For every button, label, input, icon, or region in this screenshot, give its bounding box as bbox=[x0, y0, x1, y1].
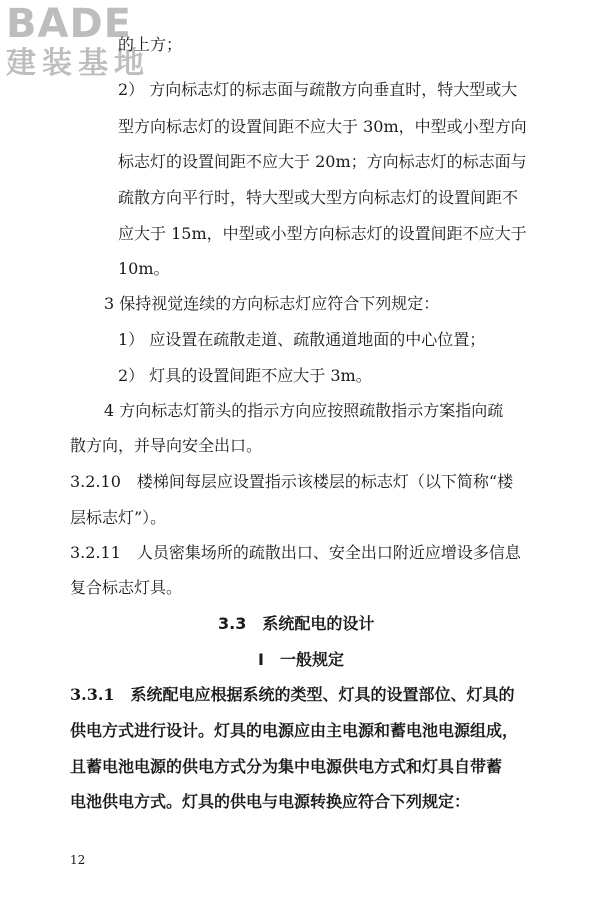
text-line: 且蓄电池电源的供电方式分为集中电源供电方式和灯具自带蓄 bbox=[70, 757, 503, 776]
text-line: 复合标志灯具。 bbox=[70, 578, 183, 597]
subsection-title: Ⅰ 一般规定 bbox=[258, 650, 344, 669]
page-number: 12 bbox=[70, 853, 86, 867]
watermark-subtitle: 建装基地 bbox=[6, 46, 150, 81]
text-line: 2） 方向标志灯的标志面与疏散方向垂直时，特大型或大 bbox=[118, 80, 518, 99]
text-line: 应大于 15m，中型或小型方向标志灯的设置间距不应大于 bbox=[118, 224, 527, 243]
text-line: 的上方； bbox=[118, 35, 183, 54]
text-line: 10m。 bbox=[118, 259, 170, 278]
section-title: 3.3 系统配电的设计 bbox=[218, 614, 375, 633]
text-line: 电池供电方式。灯具的供电与电源转换应符合下列规定： bbox=[70, 792, 471, 811]
text-line: 疏散方向平行时，特大型或大型方向标志灯的设置间距不 bbox=[118, 188, 519, 207]
text-line: 2） 灯具的设置间距不应大于 3m。 bbox=[118, 366, 372, 385]
clause-3-2-10: 3.2.10 楼梯间每层应设置指示该楼层的标志灯（以下简称“楼 bbox=[70, 472, 514, 491]
text-line: 1） 应设置在疏散走道、疏散通道地面的中心位置； bbox=[118, 330, 486, 349]
text-line: 型方向标志灯的设置间距不应大于 30m，中型或小型方向 bbox=[118, 117, 527, 136]
clause-3-3-1: 3.3.1 系统配电应根据系统的类型、灯具的设置部位、灯具的 bbox=[70, 685, 515, 704]
text-line: 4 方向标志灯箭头的指示方向应按照疏散指示方案指向疏 bbox=[104, 401, 504, 420]
watermark-brand: BADE bbox=[6, 1, 132, 47]
text-line: 供电方式进行设计。灯具的电源应由主电源和蓄电池电源组成， bbox=[70, 721, 519, 740]
text-line: 层标志灯”）。 bbox=[70, 508, 167, 527]
text-line: 3 保持视觉连续的方向标志灯应符合下列规定： bbox=[104, 294, 440, 313]
text-line: 散方向，并导向安全出口。 bbox=[70, 436, 263, 455]
text-line: 标志灯的设置间距不应大于 20m；方向标志灯的标志面与 bbox=[118, 152, 527, 171]
clause-3-2-11: 3.2.11 人员密集场所的疏散出口、安全出口附近应增设多信息 bbox=[70, 543, 521, 562]
